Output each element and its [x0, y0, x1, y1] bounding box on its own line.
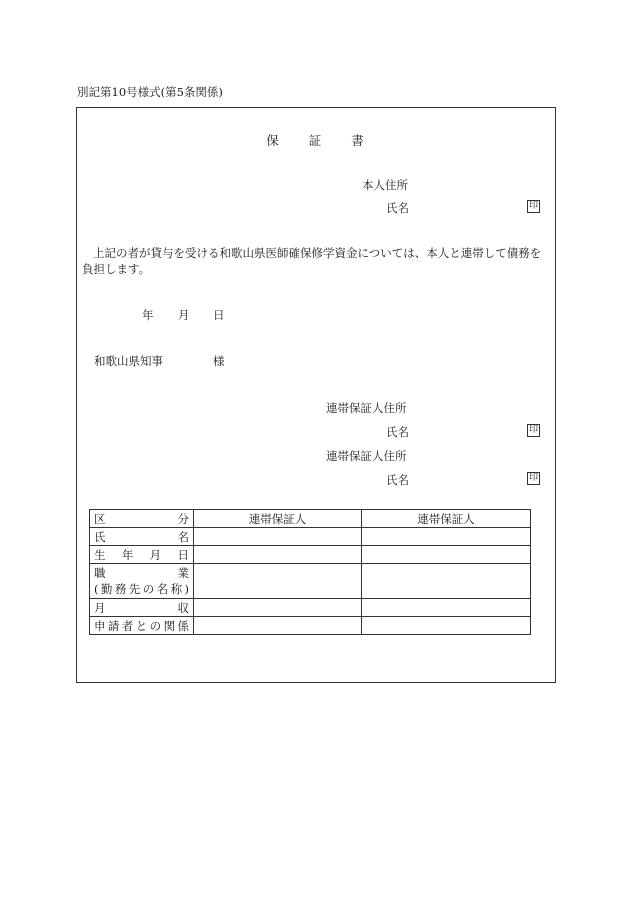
table-header-category: 区 分: [90, 510, 194, 528]
seal-mark: 印: [528, 473, 538, 483]
guarantor-address-label: 連帯保証人住所: [326, 401, 407, 415]
form-number-label: 別記第10号様式(第5条関係): [77, 85, 223, 99]
date-year-label: 年: [142, 308, 154, 322]
row-label-income: 月 収: [90, 599, 194, 617]
table-header-guarantor-2: 連帯保証人: [362, 510, 531, 528]
addressee-name: 和歌山県知事: [94, 354, 163, 368]
table-cell: [362, 617, 531, 635]
applicant-address-label: 本人住所: [362, 178, 408, 192]
table-row: [90, 564, 531, 599]
row-label-occupation: [90, 564, 194, 599]
table-cell: [194, 599, 362, 617]
date-month-label: 月: [178, 308, 190, 322]
table-row: [90, 546, 531, 564]
addressee-honorific: 様: [213, 354, 225, 368]
table-row: [90, 528, 531, 546]
guarantor-info-table: [89, 509, 531, 635]
table-cell: [194, 564, 362, 599]
row-label-name: 氏 名: [90, 528, 194, 546]
row-label-occupation-line2: (勤務先の名称): [94, 582, 189, 596]
date-day-label: 日: [213, 308, 225, 322]
row-label-occupation-line1: 職 業: [94, 566, 189, 580]
title-char: 証: [308, 133, 322, 148]
table-cell: [194, 617, 362, 635]
seal-mark: 印: [528, 425, 538, 435]
row-label-relationship: 申請者との関係: [90, 617, 194, 635]
title-char: 書: [351, 133, 364, 148]
guarantor-name-label: 氏名: [386, 425, 409, 439]
table-cell: [362, 599, 531, 617]
table-header-row: [90, 510, 531, 528]
guarantee-statement: 上記の者が貸与を受ける和歌山県医師確保修学資金については、本人と連帯して債務を負担します。: [82, 246, 542, 276]
table-cell: [362, 528, 531, 546]
table-cell: [362, 546, 531, 564]
seal-mark: 印: [528, 201, 538, 211]
table-row: [90, 617, 531, 635]
table-cell: [194, 528, 362, 546]
table-cell: [194, 546, 362, 564]
guarantor-name-label: 氏名: [386, 473, 409, 487]
title-char: 保: [266, 133, 279, 148]
guarantor-address-label: 連帯保証人住所: [326, 449, 407, 463]
applicant-name-label: 氏名: [386, 201, 409, 215]
row-label-birthdate: 生 年 月 日: [90, 546, 194, 564]
document-title: [0, 131, 630, 149]
table-header-guarantor-1: 連帯保証人: [194, 510, 362, 528]
table-row: [90, 599, 531, 617]
table-cell: [362, 564, 531, 599]
